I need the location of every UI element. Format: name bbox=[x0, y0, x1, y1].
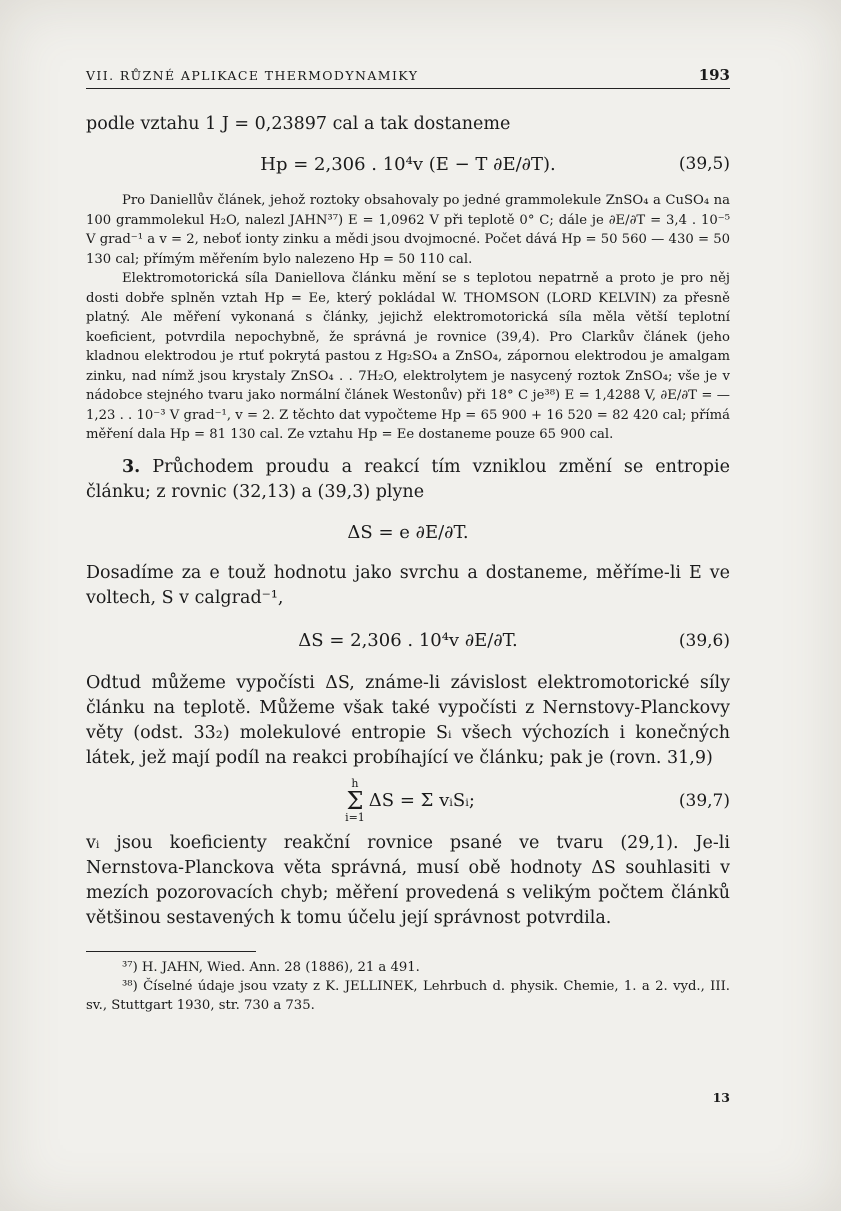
equation-39-5-tag: (39,5) bbox=[678, 154, 730, 174]
equation-39-7-formula: ΔS = Σ vᵢSᵢ; bbox=[368, 790, 475, 811]
footnote-37: ³⁷) H. JAHN, Wied. Ann. 28 (1886), 21 a 491. bbox=[122, 959, 420, 975]
page-number: 193 bbox=[698, 66, 730, 84]
equation-39-7-tag: (39,7) bbox=[678, 790, 730, 811]
compute-paragraph: Odtud můžeme vypočísti ΔS, známe-li závislost elektromotorické síly článku na teplotě. Můžeme však také vypočísti z Nernstovy-Planckovy věty (odst. 33₂) molekulové entropie Sᵢ všech výchozích i konečných látek, jež mají podíl na reakci probíhající ve článku; pak je (rovn. 31,9) bbox=[86, 672, 730, 768]
clark-paragraph: Elektromotorická síla Daniellova článku mění se s teplotou nepatrně a proto je pro něj dosti dobře splněn vztah Hp = Ee, který pokládal W. THOMSON (LORD KELVIN) za přesně platný. Ale měření vykonaná s články, jejichž elektromotorická síla měla větší teplotní koeficient, potvrdila nepochybně, že správná je rovnice (39,4). Pro Clarkův článek (jeho kladnou elektrodou je rtuť pokrytá pastou z Hg₂SO₄ a ZnSO₄, zápornou elektrodou je amalgam zinku, nad nímž jsou krystaly ZnSO₄ . . 7H₂O, elektrolytem je nasycený roztok ZnSO₄; vše je v nádobce stejného tvaru jako normální článek Westonův) při 18° C je³⁸) E = 1,4288 V, ∂E/∂T = — 1,23 . . 10⁻³ V grad⁻¹, v = 2. Z těchto dat vypočteme Hp = 65 900 + 16 520 = 82 420 cal; přímá měření dala Hp = 81 130 cal. Ze vztahu Hp = Ee dostaneme pouze 65 900 cal. bbox=[86, 271, 730, 442]
sum-limits bbox=[345, 778, 365, 824]
section-3-text: Průchodem proudu a reakcí tím vzniklou změní se entropie článku; z rovnic (32,13) a (39,3) plyne bbox=[86, 456, 730, 502]
substitute-paragraph: Dosadíme za e touž hodnotu jako svrchu a dostaneme, měříme-li E ve voltech, S v calgrad⁻¹, bbox=[86, 562, 730, 608]
equation-39-5-formula: Hp = 2,306 . 10⁴v (E − T ∂E/∂T). bbox=[260, 153, 556, 175]
section-3-number: 3. bbox=[122, 456, 141, 477]
intro-paragraph: podle vztahu 1 J = 0,23897 cal a tak dostaneme bbox=[86, 114, 511, 134]
footnotes bbox=[86, 945, 730, 1015]
equation-39-6-tag: (39,6) bbox=[678, 630, 730, 651]
section-3-paragraph bbox=[86, 455, 730, 505]
sum-upper-limit: h bbox=[351, 776, 359, 790]
sigma-icon: Σ bbox=[346, 786, 364, 815]
equation-entropy-formula: ΔS = e ∂E/∂T. bbox=[347, 522, 469, 543]
coefficients-paragraph: vᵢ jsou koeficienty reakční rovnice psané ve tvaru (29,1). Je-li Nernstova-Planckova věta správná, musí obě hodnoty ΔS souhlasiti v mezích pozorovacích chyb; měření provedená s velikým počtem článků většinou sestavených k tomu účelu její správnost potvrdila. bbox=[86, 832, 730, 928]
equation-39-7-body bbox=[341, 778, 475, 824]
daniell-paragraph: Pro Daniellův článek, jehož roztoky obsahovaly po jedné grammolekule ZnSO₄ a CuSO₄ na 100 grammolekul H₂O, nalezl JAHN³⁷) E = 1,0962 V při teplotě 0° C; dále je ∂E/∂T = 3,4 . 10⁻⁵ V grad⁻¹ a v = 2, neboť ionty zinku a mědi jsou dvojmocné. Počet dává Hp = 50 560 — 430 = 50 130 cal; přímým měřením bylo nalezeno Hp = 50 110 cal. bbox=[86, 193, 730, 267]
footnote-38: ³⁸) Číselné údaje jsou vzaty z K. JELLINEK, Lehrbuch d. physik. Chemie, 1. a 2. vyd., III. sv., Stuttgart 1930, str. 730 a 735. bbox=[86, 978, 730, 1013]
page-header bbox=[86, 66, 730, 89]
equation-39-5 bbox=[86, 137, 730, 191]
equation-entropy bbox=[86, 505, 730, 561]
equation-39-6-formula: ΔS = 2,306 . 10⁴v ∂E/∂T. bbox=[298, 630, 518, 651]
equation-39-7 bbox=[86, 771, 730, 831]
sum-lower-limit: i=1 bbox=[345, 810, 365, 824]
page-body bbox=[86, 112, 730, 1015]
footnote-rule bbox=[86, 951, 256, 952]
equation-39-6 bbox=[86, 611, 730, 671]
signature-mark: 13 bbox=[712, 1090, 730, 1105]
running-head: VII. RŮZNÉ APLIKACE THERMODYNAMIKY bbox=[86, 68, 419, 83]
